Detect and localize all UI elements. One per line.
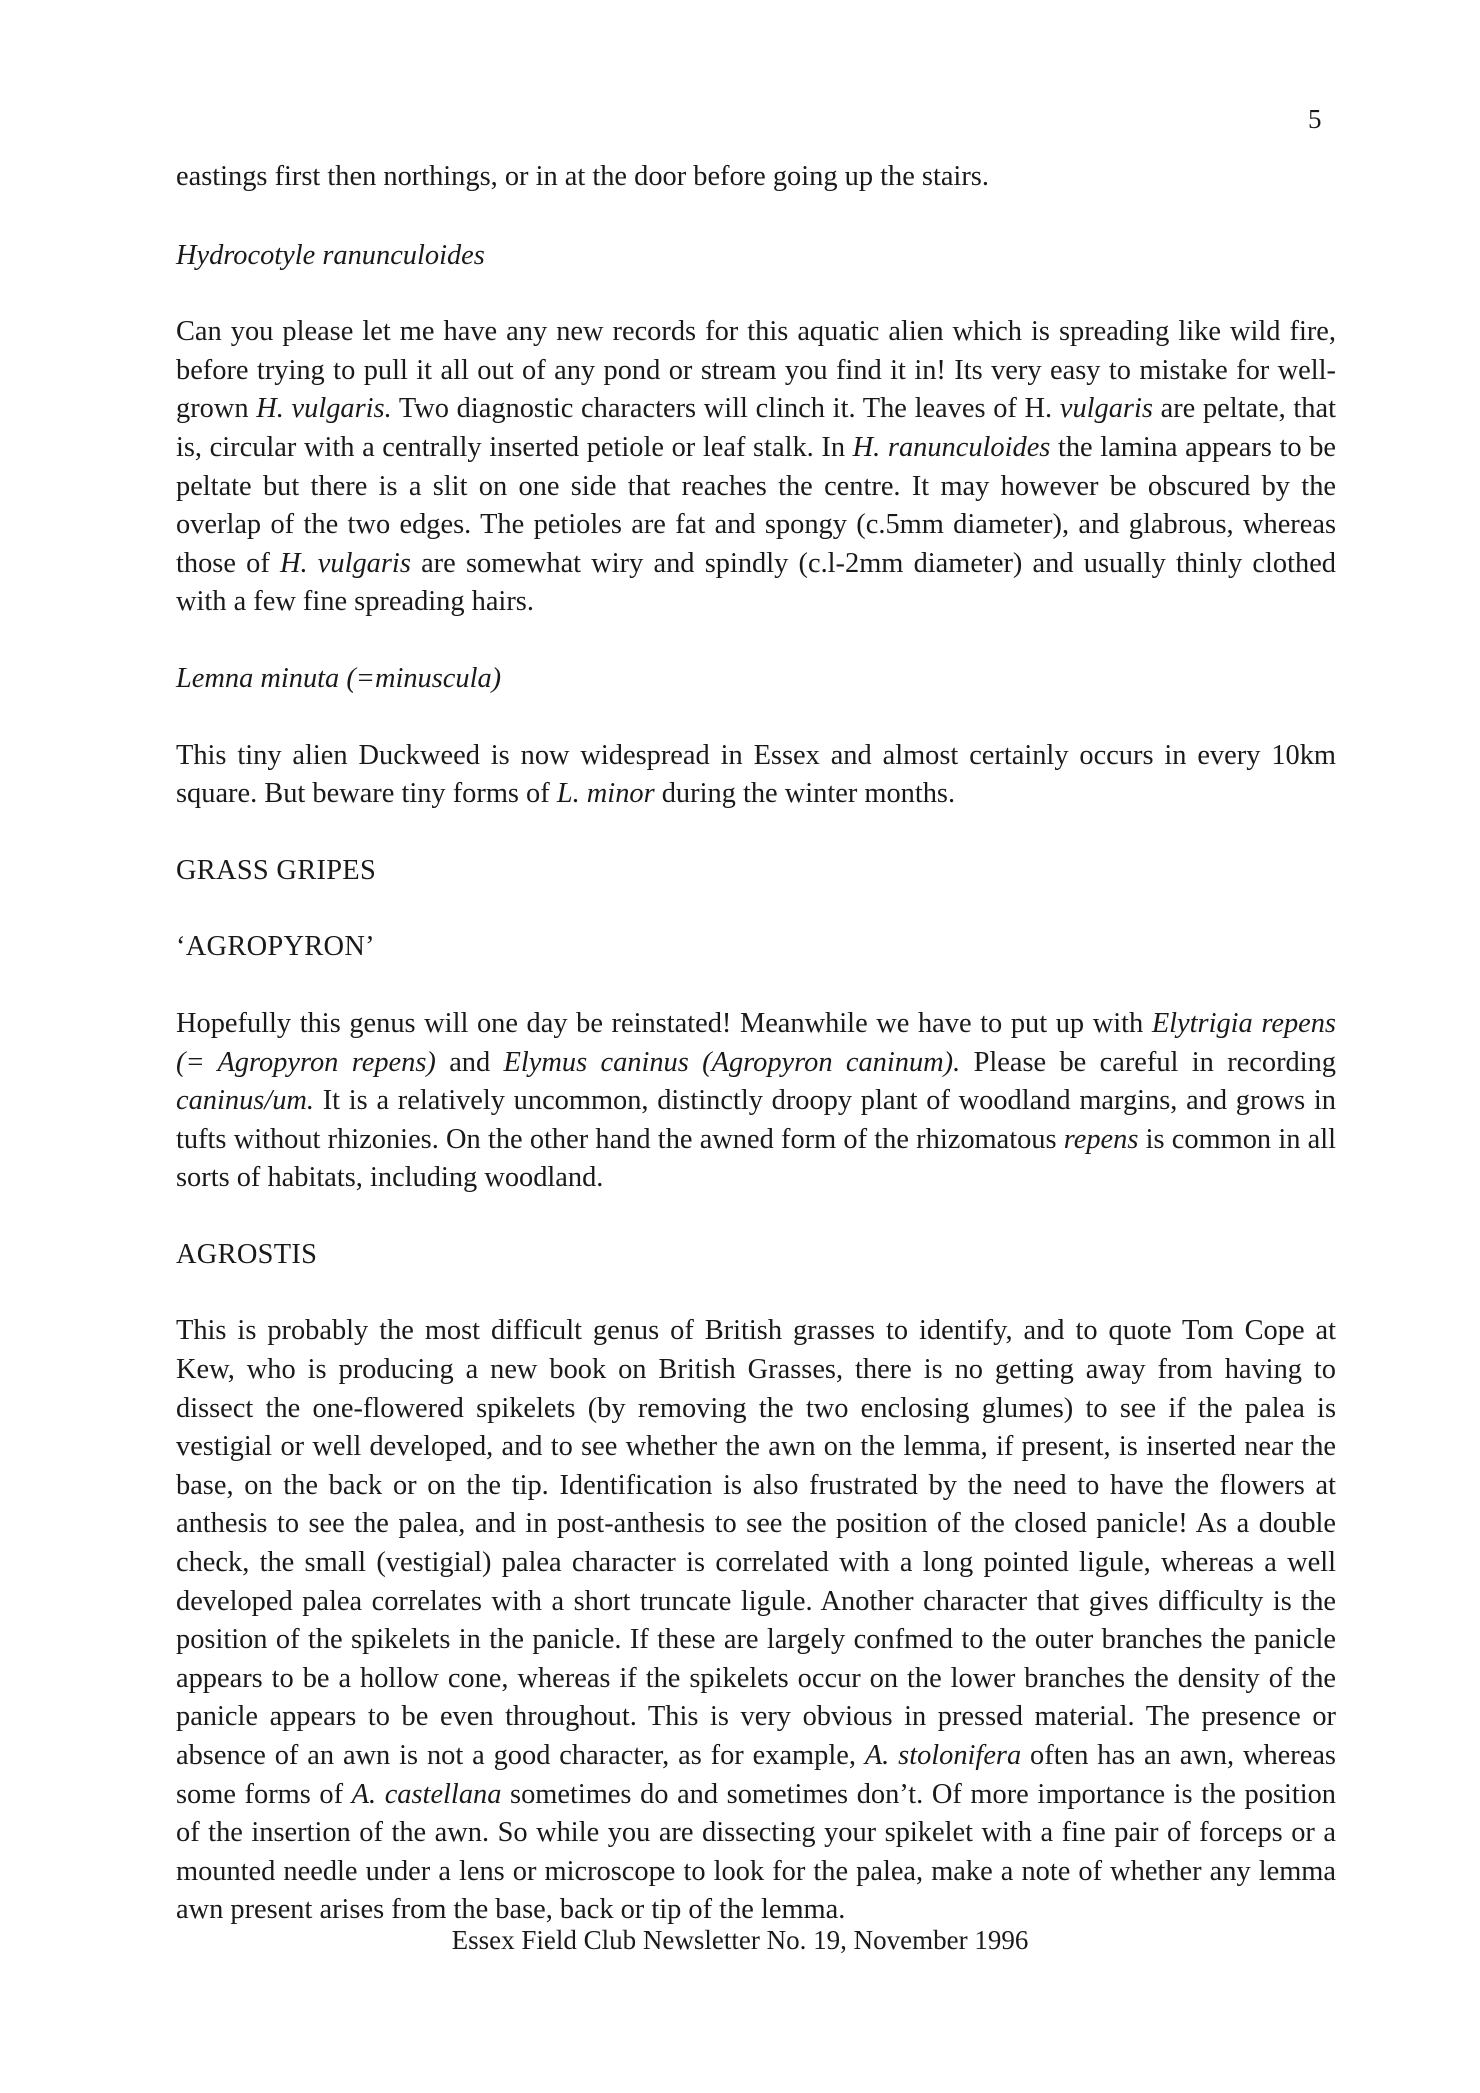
page-number: 5: [1308, 104, 1322, 134]
heading-hydrocotyle: Hydrocotyle ranunculoides: [176, 239, 485, 271]
heading-grass-gripes: GRASS GRIPES: [176, 854, 377, 886]
paragraph-agrostis: This is probably the most difficult genus of British grasses to identify, and to quote Tom Cope at Kew, who is producing a new book on British Grasses, there is no getting away from having to dissect the one-flowered spikelets (by removing the two enclosing glumes) to see if the palea is vestigial or well developed, and to see whether the awn on the lemma, if present, is inserted near the base, on the back or on the tip. Identification is also frustrated by the need to have the flowers at anthesis to see the palea, and in post-anthesis to see the position of the closed panicle! As a double check, the small (vestigial) palea character is correlated with a long pointed ligule, whereas a well developed palea correlates with a short truncate ligule. Another character that gives difficulty is the position of the spikelets in the panicle. If these are largely confmed to the outer branches the panicle appears to be a hollow cone, whereas if the spikelets occur on the lower branches the density of the panicle appears to be even throughout. This is very obvious in pressed material. The presence or absence of an awn is not a good character, as for example, A. stolonifera often has an awn, whereas some forms of A. castellana sometimes do and sometimes don’t. Of more importance is the position of the insertion of the awn. So while you are dissecting your spikelet with a fine pair of forceps or a mounted needle under a lens or microscope to look for the palea, make a note of whether any lemma awn present arises from the base, back or tip of the lemma.: [176, 1315, 1337, 1926]
intro-paragraph: eastings first then northings, or in at the door before going up the stairs.: [176, 161, 989, 192]
paragraph-lemna: This tiny alien Duckweed is now widespread in Essex and almost certainly occurs in every 10km square. But beware tiny forms of L. minor during the winter months.: [176, 739, 1336, 810]
paragraph-hydrocotyle: Can you please let me have any new records for this aquatic alien which is spreading like wild fire, before trying to pull it all out of any pond or stream you find it in! Its very easy to mistake for well-grown H. vulgaris. Two diagnostic characters will clinch it. The leaves of H. vulgaris are peltate, that is, circular with a centrally inserted petiole or leaf stalk. In H. ranunculoides the lamina appears to be peltate but there is a slit on one side that reaches the centre. It may however be obscured by the overlap of the two edges. The petioles are fat and spongy (c.5mm diameter), and glabrous, whereas those of H. vulgaris are somewhat wiry and spindly (c.l-2mm diameter) and usually thinly clothed with a few fine spreading hairs.: [176, 316, 1336, 618]
heading-agropyron: ‘AGROPYRON’: [176, 931, 375, 963]
article-body: [176, 158, 1336, 1968]
paragraph-agropyron: Hopefully this genus will one day be reinstated! Meanwhile we have to put up with Elytrigia repens (= Agropyron repens) and Elymus caninus (Agropyron caninum). Please be careful in recording caninus/um. It is a relatively uncommon, distinctly droopy plant of woodland margins, and grows in tufts without rhizonies. On the other hand the awned form of the rhizomatous repens is common in all sorts of habitats, including woodland.: [176, 1007, 1337, 1194]
page-footer: Essex Field Club Newsletter No. 19, November 1996: [451, 1925, 1029, 1955]
heading-agrostis: AGROSTIS: [176, 1238, 318, 1270]
heading-lemna: Lemna minuta (=minuscula): [176, 662, 502, 694]
